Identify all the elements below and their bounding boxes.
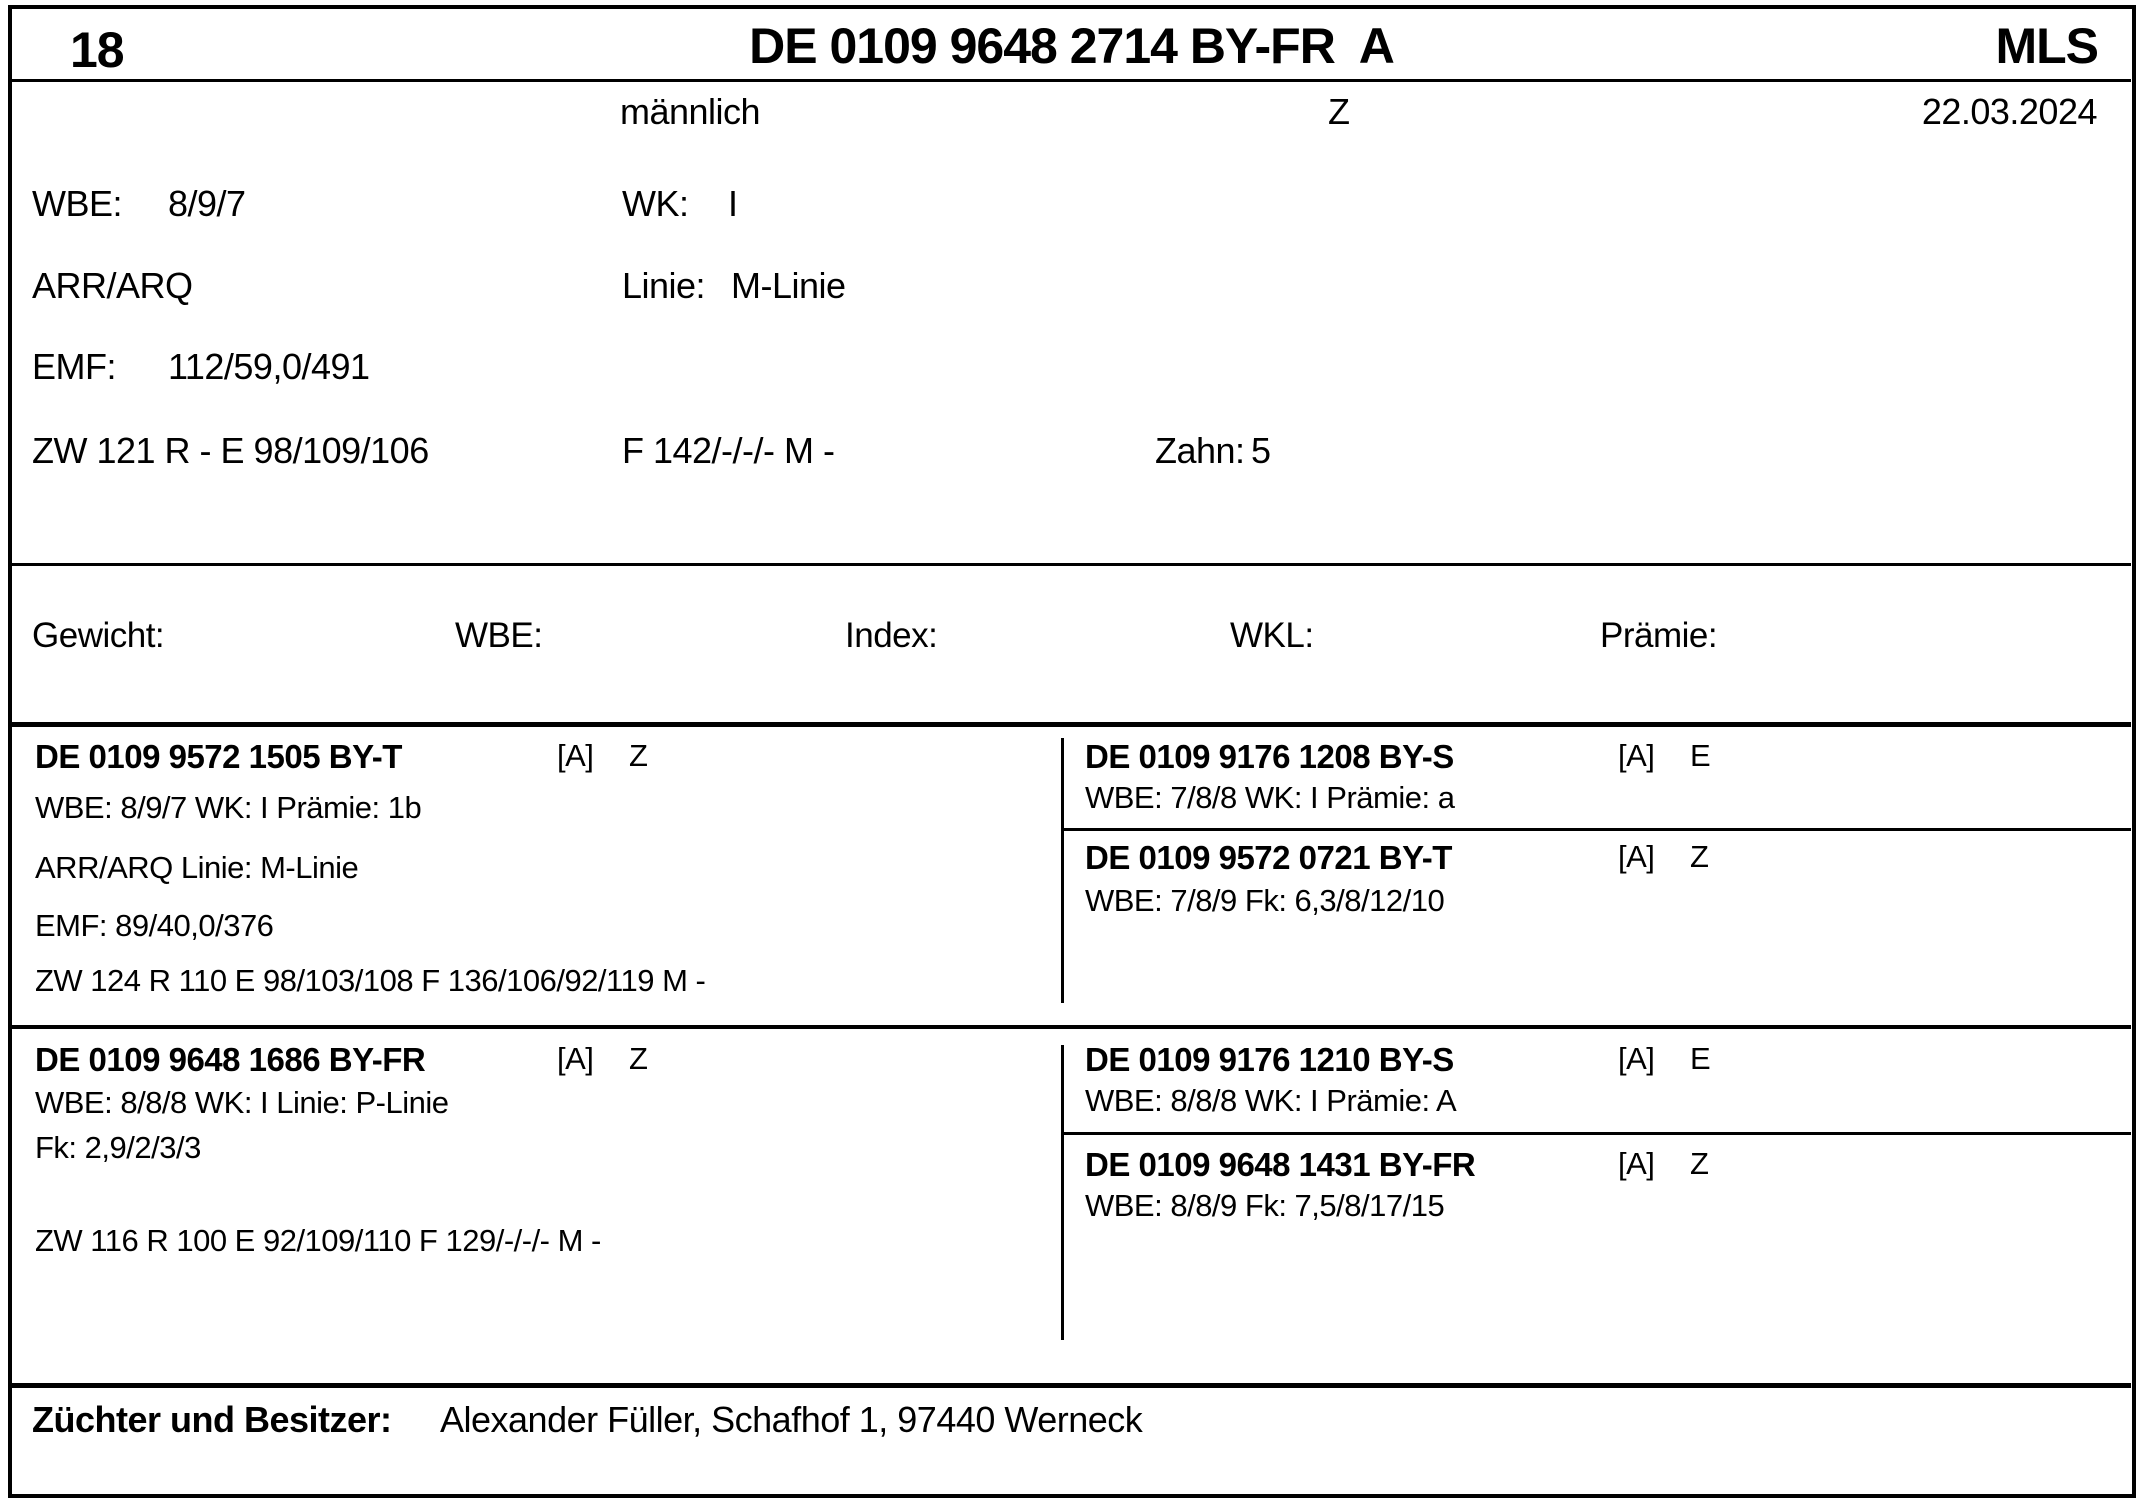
pedigree-detail-line: Fk: 2,9/2/3/3 xyxy=(35,1130,201,1165)
pedigree-annotation: [A] xyxy=(1618,839,1655,874)
pedigree-code: Z xyxy=(1690,1146,1709,1181)
wbe-label: WBE: xyxy=(32,183,123,224)
gewicht-label: Gewicht: xyxy=(32,616,165,655)
pedigree-row-divider xyxy=(12,1025,2131,1029)
pedigree-code: Z xyxy=(629,738,648,773)
emf-label: EMF: xyxy=(32,346,116,387)
breeder-owner-label: Züchter und Besitzer: xyxy=(32,1399,392,1440)
pedigree-annotation: [A] xyxy=(1618,738,1655,773)
pedigree-detail-line: ARR/ARQ Linie: M-Linie xyxy=(35,850,359,885)
pedigree-animal-id: DE 0109 9176 1208 BY-S xyxy=(1085,738,1454,775)
wk-value: I xyxy=(728,183,738,224)
pedigree-column-divider xyxy=(1061,1045,1064,1340)
pedigree-annotation: [A] xyxy=(557,738,594,773)
praemie-label: Prämie: xyxy=(1600,616,1718,655)
catalog-number: 18 xyxy=(70,22,124,78)
index-label: Index: xyxy=(845,616,938,655)
pedigree-detail-line: EMF: 89/40,0/376 xyxy=(35,908,274,943)
pedigree-top-divider xyxy=(12,722,2131,727)
org-label: MLS xyxy=(1995,18,2098,74)
pedigree-column-divider xyxy=(1061,738,1064,1003)
header-divider xyxy=(12,79,2131,82)
pedigree-code: Z xyxy=(629,1041,648,1076)
pedigree-detail-line: WBE: 8/8/8 WK: I Prämie: A xyxy=(1085,1083,1457,1118)
pedigree-annotation: [A] xyxy=(557,1041,594,1076)
linie-value: M-Linie xyxy=(731,265,846,306)
pedigree-code: E xyxy=(1690,1041,1711,1076)
section-divider xyxy=(12,563,2131,566)
wkl-label: WKL: xyxy=(1230,616,1314,655)
wk-label: WK: xyxy=(622,183,689,224)
pedigree-animal-id: DE 0109 9176 1210 BY-S xyxy=(1085,1041,1454,1078)
pedigree-animal-id: DE 0109 9572 1505 BY-T xyxy=(35,738,402,775)
f-breeding-values: F 142/-/-/- M - xyxy=(622,430,835,471)
pedigree-detail-line: WBE: 8/8/8 WK: I Linie: P-Linie xyxy=(35,1085,449,1120)
pedigree-animal-id: DE 0109 9572 0721 BY-T xyxy=(1085,839,1452,876)
pedigree-sub-divider xyxy=(1064,828,2131,831)
pedigree-detail-line: WBE: 7/8/8 WK: I Prämie: a xyxy=(1085,780,1455,815)
pedigree-detail-line: WBE: 8/8/9 Fk: 7,5/8/17/15 xyxy=(1085,1188,1445,1223)
pedigree-code: E xyxy=(1690,738,1711,773)
pedigree-detail-line: ZW 124 R 110 E 98/103/108 F 136/106/92/119 M - xyxy=(35,963,706,998)
pedigree-detail-line: WBE: 8/9/7 WK: I Prämie: 1b xyxy=(35,790,422,825)
pedigree-annotation: [A] xyxy=(1618,1041,1655,1076)
animal-id-title: DE 0109 9648 2714 BY-FR A xyxy=(749,18,1394,74)
zahn-label: Zahn: xyxy=(1155,430,1245,471)
pedigree-code: Z xyxy=(1690,839,1709,874)
zahn-value: 5 xyxy=(1251,430,1271,471)
pedigree-sub-divider xyxy=(1064,1132,2131,1135)
wbe-column-label: WBE: xyxy=(455,616,543,655)
pedigree-animal-id: DE 0109 9648 1686 BY-FR xyxy=(35,1041,426,1078)
breeding-code: Z xyxy=(1328,91,1350,132)
breeder-owner-value: Alexander Füller, Schafhof 1, 97440 Werneck xyxy=(440,1399,1143,1440)
linie-label: Linie: xyxy=(622,265,706,306)
wbe-value: 8/9/7 xyxy=(168,183,246,224)
pedigree-detail-line: ZW 116 R 100 E 92/109/110 F 129/-/-/- M - xyxy=(35,1223,601,1258)
zw-breeding-values: ZW 121 R - E 98/109/106 xyxy=(32,430,429,471)
pedigree-annotation: [A] xyxy=(1618,1146,1655,1181)
pedigree-detail-line: WBE: 7/8/9 Fk: 6,3/8/12/10 xyxy=(1085,883,1445,918)
emf-value: 112/59,0/491 xyxy=(168,346,370,387)
pedigree-animal-id: DE 0109 9648 1431 BY-FR xyxy=(1085,1146,1476,1183)
birth-date: 22.03.2024 xyxy=(1921,91,2097,132)
genotype-value: ARR/ARQ xyxy=(32,265,193,306)
sex-label: männlich xyxy=(620,91,761,132)
footer-divider xyxy=(12,1383,2131,1388)
